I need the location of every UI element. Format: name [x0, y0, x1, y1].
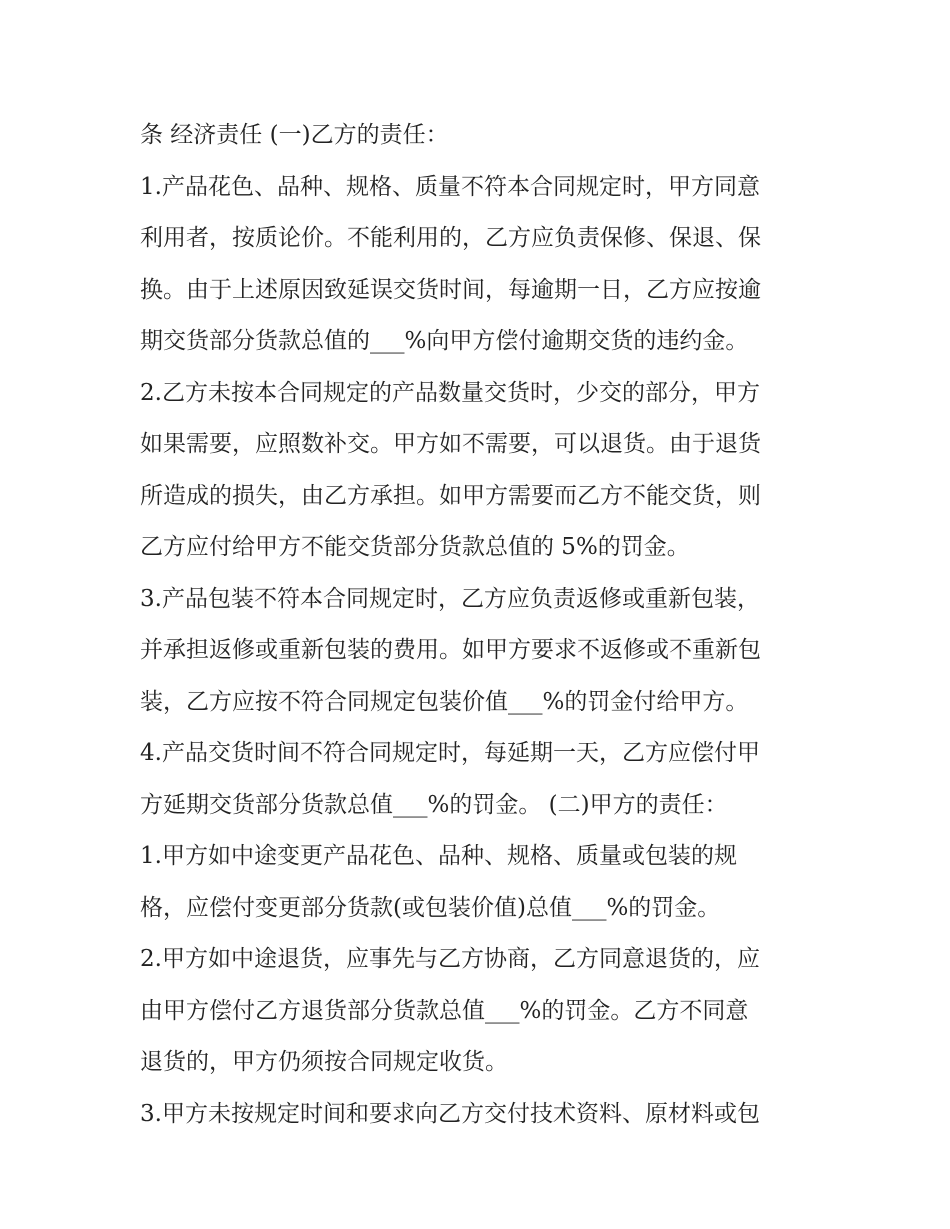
text-line: 1.产品花色、品种、规格、质量不符本合同规定时，甲方同意 — [140, 173, 760, 200]
text-line: 由甲方偿付乙方退货部分货款总值___%的罚金。乙方不同意 — [140, 997, 749, 1024]
text-line: 4.产品交货时间不符合同规定时，每延期一天，乙方应偿付甲 — [140, 740, 760, 766]
text-line: 换。由于上述原因致延误交货时间，每逾期一日，乙方应按逾 — [140, 276, 761, 303]
text-line: 所造成的损失，由乙方承担。如甲方需要而乙方不能交货，则 — [140, 482, 761, 509]
text-line: 1.甲方如中途变更产品花色、品种、规格、质量或包装的规 — [140, 843, 737, 869]
text-line: 如果需要，应照数补交。甲方如不需要，可以退货。由于退货 — [140, 431, 761, 457]
text-line: 并承担返修或重新包装的费用。如甲方要求不返修或不重新包 — [140, 637, 761, 663]
text-line: 2.甲方如中途退货，应事先与乙方协商，乙方同意退货的，应 — [140, 946, 760, 972]
text-line: 2.乙方未按本合同规定的产品数量交货时，少交的部分，甲方 — [140, 379, 760, 406]
text-line: 3.产品包装不符本合同规定时，乙方应负责返修或重新包装， — [140, 585, 760, 612]
text-line: 乙方应付给甲方不能交货部分货款总值的 5%的罚金。 — [140, 534, 690, 560]
contract-text-body — [140, 110, 820, 1140]
section-heading-line: 条 经济责任 (一)乙方的责任： — [140, 122, 449, 148]
text-line: 方延期交货部分货款总值___%的罚金。 (二)甲方的责任： — [140, 791, 728, 818]
text-line: 3.甲方未按规定时间和要求向乙方交付技术资料、原材料或包 — [140, 1100, 760, 1127]
text-line: 期交货部分货款总值的___%向甲方偿付逾期交货的违约金。 — [140, 328, 749, 354]
text-line: 格，应偿付变更部分货款(或包装价值)总值___%的罚金。 — [140, 894, 721, 921]
text-line: 退货的，甲方仍须按合同规定收货。 — [140, 1049, 508, 1075]
text-line: 装，乙方应按不符合同规定包装价值___%的罚金付给甲方。 — [140, 688, 749, 715]
text-line: 利用者，按质论价。不能利用的，乙方应负责保修、保退、保 — [140, 225, 761, 251]
